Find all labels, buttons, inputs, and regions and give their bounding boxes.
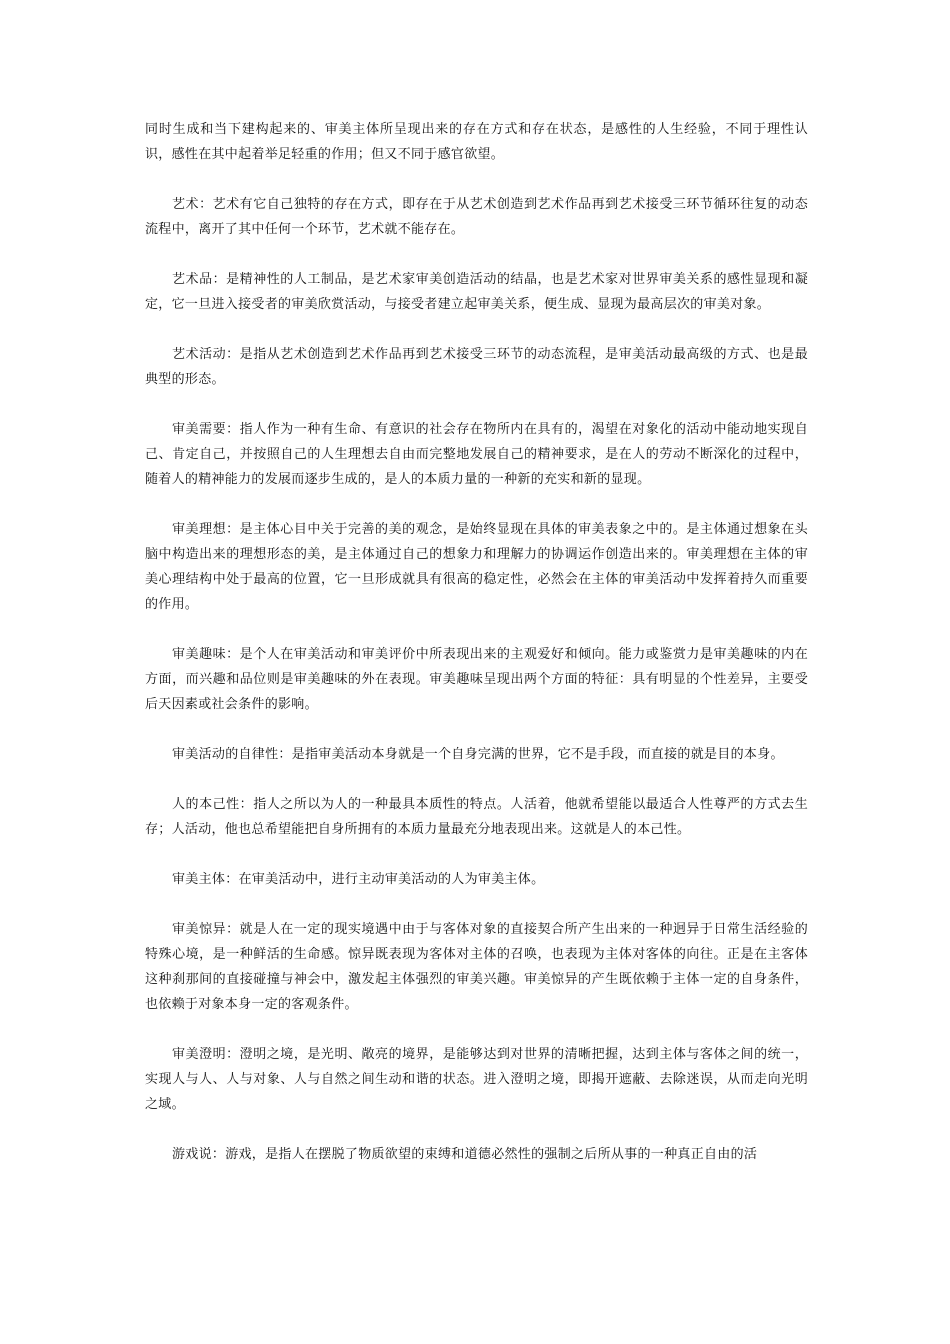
paragraph-aesthetic-subject: 审美主体：在审美活动中，进行主动审美活动的人为审美主体。	[172, 872, 545, 887]
paragraph-aesthetic-wonder: 审美惊异：就是人在一定的现实境遇中由于与客体对象的直接契合所产生出来的一种迥异于日常生活经验的特殊心境，是一种鲜活的生命感。惊异既表现为客体对主体的召唤，也表现为主体对客体的向往。正是在主客体这种刹那间的直接碰撞与神会中，激发起主体强烈的审美兴趣。审美惊异的产生既依赖于主体一定的自身条件，也依赖于对象本身一定的客观条件。	[145, 922, 808, 1012]
paragraph-continued: 同时生成和当下建构起来的、审美主体所呈现出来的存在方式和存在状态，是感性的人生经验，不同于理性认识，感性在其中起着举足轻重的作用；但又不同于感官欲望。	[145, 122, 808, 162]
paragraph-art-activity: 艺术活动：是指从艺术创造到艺术作品再到艺术接受三环节的动态流程，是审美活动最高级的方式、也是最典型的形态。	[145, 347, 808, 387]
paragraph-selfhood: 人的本己性：指人之所以为人的一种最具本质性的特点。人活着，他就希望能以最适合人性尊严的方式去生存；人活动，他也总希望能把自身所拥有的本质力量最充分地表现出来。这就是人的本己性。	[145, 797, 808, 837]
document-body	[145, 117, 808, 1192]
paragraph-aesthetic-ideal: 审美理想：是主体心目中关于完善的美的观念，是始终显现在具体的审美表象之中的。是主体通过想象在头脑中构造出来的理想形态的美，是主体通过自己的想象力和理解力的协调运作创造出来的。审美理想在主体的审美心理结构中处于最高的位置，它一旦形成就具有很高的稳定性，必然会在主体的审美活动中发挥着持久而重要的作用。	[145, 522, 808, 612]
paragraph-play-theory: 游戏说：游戏，是指人在摆脱了物质欲望的束缚和道德必然性的强制之后所从事的一种真正自由的活	[172, 1147, 758, 1162]
paragraph-artwork: 艺术品：是精神性的人工制品，是艺术家审美创造活动的结晶，也是艺术家对世界审美关系的感性显现和凝定，它一旦进入接受者的审美欣赏活动，与接受者建立起审美关系，便生成、显现为最高层次的审美对象。	[145, 272, 808, 312]
paragraph-art: 艺术：艺术有它自己独特的存在方式，即存在于从艺术创造到艺术作品再到艺术接受三环节循环往复的动态流程中，离开了其中任何一个环节，艺术就不能存在。	[145, 197, 808, 237]
paragraph-autonomy: 审美活动的自律性：是指审美活动本身就是一个自身完满的世界，它不是手段，而直接的就是目的本身。	[172, 747, 784, 762]
paragraph-aesthetic-clarity: 审美澄明：澄明之境，是光明、敞亮的境界，是能够达到对世界的清晰把握，达到主体与客体之间的统一，实现人与人、人与对象、人与自然之间生动和谐的状态。进入澄明之境，即揭开遮蔽、去除迷误，从而走向光明之域。	[145, 1047, 808, 1112]
paragraph-aesthetic-taste: 审美趣味：是个人在审美活动和审美评价中所表现出来的主观爱好和倾向。能力或鉴赏力是审美趣味的内在方面，而兴趣和品位则是审美趣味的外在表现。审美趣味呈现出两个方面的特征：具有明显的个性差异，主要受后天因素或社会条件的影响。	[145, 647, 808, 712]
paragraph-aesthetic-need: 审美需要：指人作为一种有生命、有意识的社会存在物所内在具有的，渴望在对象化的活动中能动地实现自己、肯定自己，并按照自己的人生理想去自由而完整地发展自己的精神要求，是在人的劳动不断深化的过程中，随着人的精神能力的发展而逐步生成的，是人的本质力量的一种新的充实和新的显现。	[145, 422, 808, 487]
